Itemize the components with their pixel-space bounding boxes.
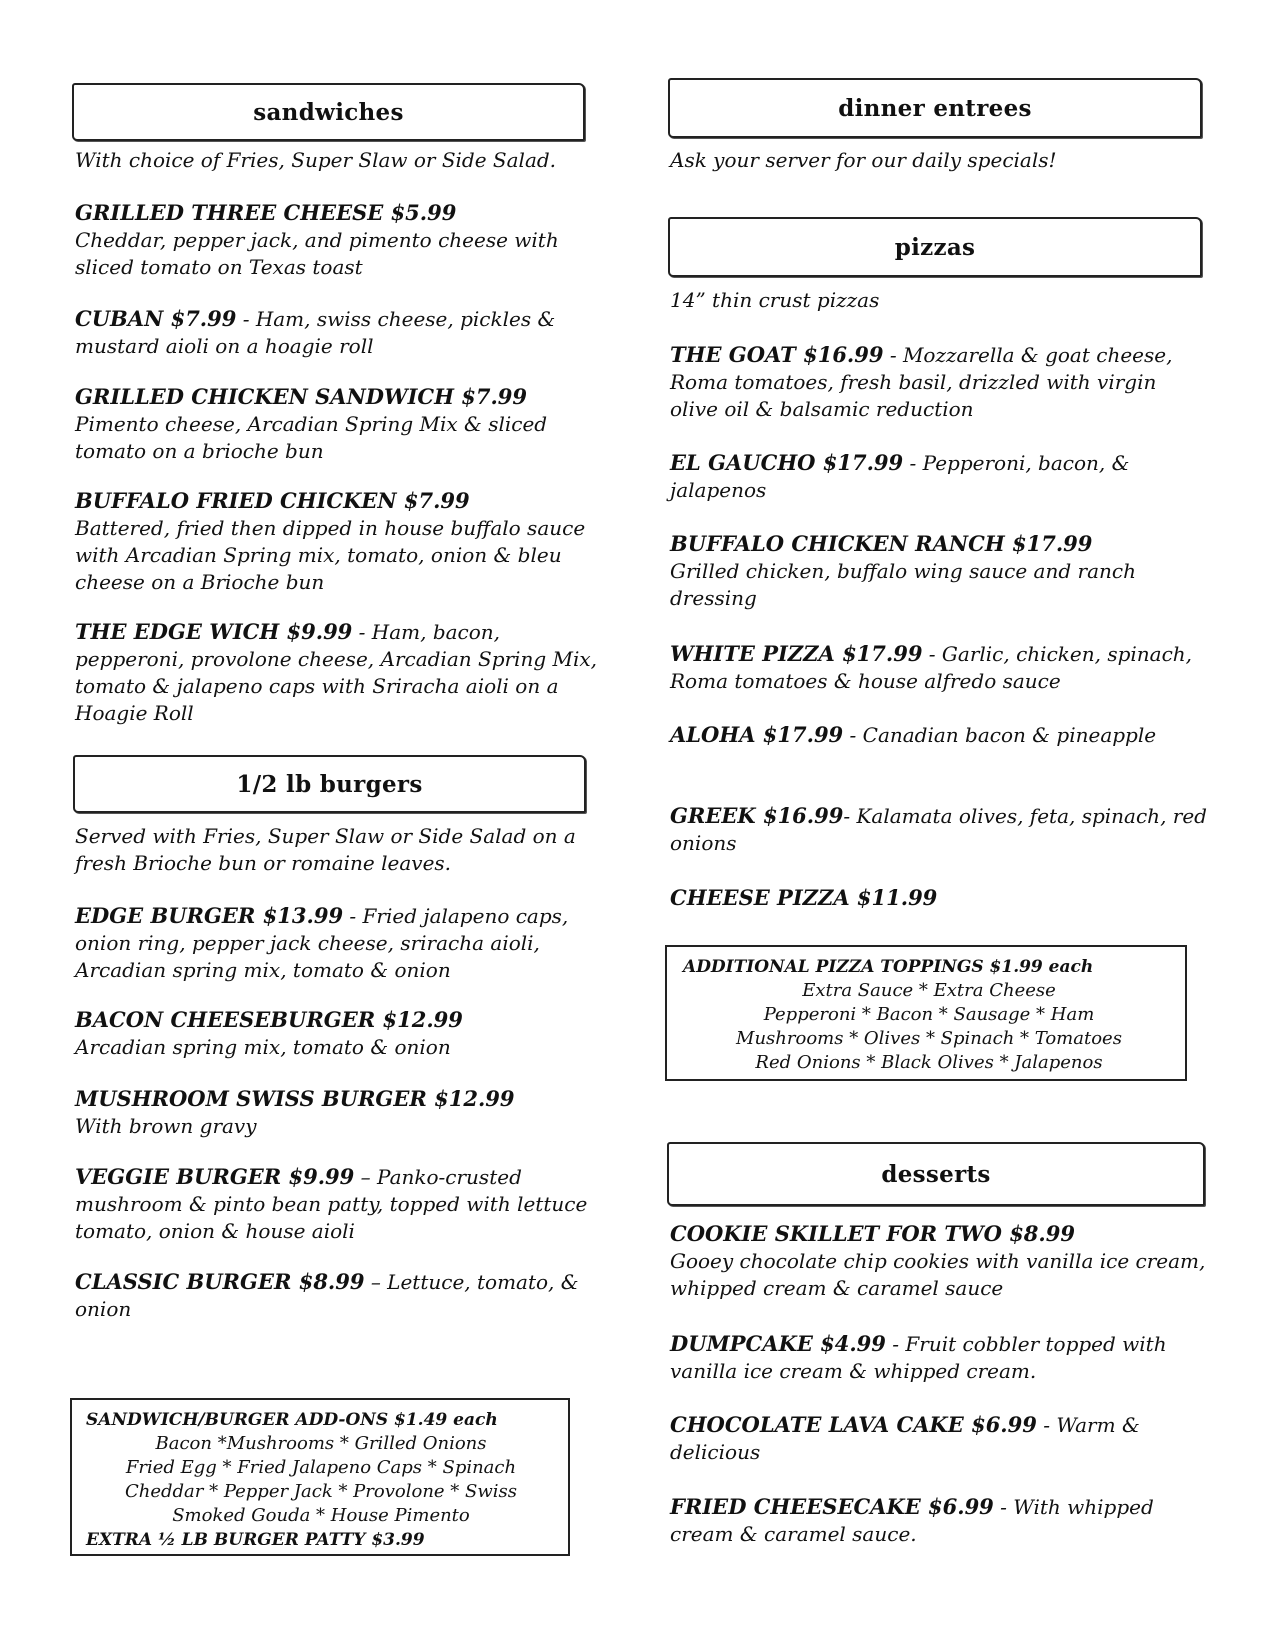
toppings-line: Pepperoni * Bacon * Sausage * Ham: [763, 1004, 1095, 1025]
addons-box: [70, 1398, 570, 1556]
item-description: Pimento cheese, Arcadian Spring Mix & sliced tomato on a brioche bun: [75, 412, 548, 463]
menu-item: [670, 721, 1210, 749]
addons-line: Fried Egg * Fried Jalapeno Caps * Spinach: [125, 1457, 517, 1478]
item-name: ALOHA $17.99: [670, 722, 844, 747]
item-description: Battered, fried then dipped in house buffalo sauce with Arcadian Spring mix, tomato, onion & bleu cheese on a Brioche bun: [75, 516, 586, 594]
item-description: - Warm & delicious: [670, 1413, 1140, 1464]
section-title: pizzas: [894, 233, 976, 261]
section-title: sandwiches: [253, 98, 404, 126]
item-name: COOKIE SKILLET FOR TWO $8.99: [670, 1221, 1075, 1246]
menu-item: [670, 802, 1210, 857]
section-note: With choice of Fries, Super Slaw or Side Salad.: [75, 148, 557, 172]
item-name: WHITE PIZZA $17.99: [670, 641, 923, 666]
section-note: 14” thin crust pizzas: [670, 288, 880, 312]
item-name: CHOCOLATE LAVA CAKE $6.99: [670, 1412, 1037, 1437]
toppings-title: ADDITIONAL PIZZA TOPPINGS $1.99 each: [683, 957, 1094, 977]
section-note: [75, 823, 595, 877]
section-header-dinner-entrees: [668, 78, 1202, 138]
menu-item: [670, 449, 1210, 504]
item-name: THE GOAT $16.99: [670, 342, 884, 367]
item-description: - Canadian bacon & pineapple: [843, 723, 1157, 747]
item-name: EL GAUCHO $17.99: [670, 450, 904, 475]
item-name: GRILLED CHICKEN SANDWICH $7.99: [75, 384, 528, 409]
section-header-desserts: [667, 1142, 1205, 1206]
item-description: - Fruit cobbler topped with vanilla ice cream & whipped cream.: [670, 1332, 1167, 1383]
item-name: EDGE BURGER $13.99: [75, 903, 344, 928]
addons-title: SANDWICH/BURGER ADD-ONS $1.49 each: [86, 1410, 498, 1430]
menu-item: [670, 640, 1210, 695]
item-description: – Lettuce, tomato, & onion: [75, 1270, 579, 1321]
item-description: Arcadian spring mix, tomato & onion: [75, 1035, 451, 1059]
menu-item: [75, 1085, 615, 1140]
section-title: desserts: [881, 1160, 991, 1188]
addons-line: Cheddar * Pepper Jack * Provolone * Swiss: [124, 1481, 517, 1502]
menu-item: [670, 1411, 1210, 1466]
item-name: DUMPCAKE $4.99: [670, 1331, 886, 1356]
item-description: - Ham, bacon, pepperoni, provolone cheese, Arcadian Spring Mix, tomato & jalapeno caps with Sriracha aioli on a Hoagie Roll: [75, 620, 598, 725]
menu-item: [75, 1006, 615, 1061]
menu-item: [670, 341, 1210, 423]
section-note-text: Served with Fries, Super Slaw or Side Salad on a fresh Brioche bun or romaine leaves.: [75, 824, 576, 875]
menu-item: [670, 530, 1210, 612]
menu-item: [670, 1493, 1210, 1548]
item-description: - Mozzarella & goat cheese, Roma tomatoes, fresh basil, drizzled with virgin olive oil & balsamic reduction: [670, 343, 1173, 421]
menu-item: [75, 618, 615, 727]
menu-item: [75, 305, 615, 360]
addons-line: Smoked Gouda * House Pimento: [172, 1505, 470, 1526]
item-description: - Ham, swiss cheese, pickles & mustard aioli on a hoagie roll: [75, 307, 556, 358]
menu-item: [75, 1268, 615, 1323]
item-description: - Fried jalapeno caps, onion ring, pepper jack cheese, sriracha aioli, Arcadian spring mix, tomato & onion: [75, 904, 569, 982]
item-description: Gooey chocolate chip cookies with vanilla ice cream, whipped cream & caramel sauce: [670, 1249, 1206, 1300]
item-description: With brown gravy: [75, 1114, 257, 1138]
addons-line: Bacon *Mushrooms * Grilled Onions: [155, 1433, 487, 1454]
toppings-line: Red Onions * Black Olives * Jalapenos: [755, 1052, 1103, 1073]
item-name: FRIED CHEESECAKE $6.99: [670, 1494, 994, 1519]
item-name: BUFFALO FRIED CHICKEN $7.99: [75, 488, 470, 513]
item-description: Cheddar, pepper jack, and pimento cheese with sliced tomato on Texas toast: [75, 228, 559, 279]
item-name: MUSHROOM SWISS BURGER $12.99: [75, 1086, 515, 1111]
section-header-burgers: [73, 755, 586, 813]
toppings-box: [665, 945, 1187, 1081]
addons-extra: EXTRA ½ LB BURGER PATTY $3.99: [86, 1530, 425, 1550]
menu-item: [670, 1220, 1210, 1302]
section-header-pizzas: [668, 217, 1202, 277]
item-description: – Panko-crusted mushroom & pinto bean patty, topped with lettuce tomato, onion & house aioli: [75, 1165, 588, 1243]
item-name: CUBAN $7.99: [75, 306, 237, 331]
section-note: Ask your server for our daily specials!: [670, 148, 1057, 172]
menu-item: [75, 1163, 615, 1245]
item-name: GRILLED THREE CHEESE $5.99: [75, 200, 457, 225]
item-description: Grilled chicken, buffalo wing sauce and ranch dressing: [670, 559, 1136, 610]
item-name: BACON CHEESEBURGER $12.99: [75, 1007, 463, 1032]
section-title: 1/2 lb burgers: [236, 770, 423, 798]
item-name: THE EDGE WICH $9.99: [75, 619, 353, 644]
item-name: VEGGIE BURGER $9.99: [75, 1164, 355, 1189]
menu-item: [670, 1330, 1210, 1385]
section-header-sandwiches: [72, 83, 585, 141]
item-name: BUFFALO CHICKEN RANCH $17.99: [670, 531, 1093, 556]
item-description: - Kalamata olives, feta, spinach, red onions: [670, 804, 1207, 855]
menu-item: [75, 902, 615, 984]
item-description: - Garlic, chicken, spinach, Roma tomatoes & house alfredo sauce: [670, 642, 1193, 693]
menu-item: [670, 884, 1210, 912]
toppings-line: Mushrooms * Olives * Spinach * Tomatoes: [736, 1028, 1122, 1049]
item-description: - With whipped cream & caramel sauce.: [670, 1495, 1154, 1546]
section-title: dinner entrees: [838, 94, 1032, 122]
item-description: - Pepperoni, bacon, & jalapenos: [670, 451, 1130, 502]
menu-item: [75, 487, 615, 596]
item-name: GREEK $16.99: [670, 803, 844, 828]
item-name: CHEESE PIZZA $11.99: [670, 885, 938, 910]
menu-item: [75, 383, 615, 465]
menu-item: [75, 199, 615, 281]
item-name: CLASSIC BURGER $8.99: [75, 1269, 365, 1294]
toppings-line: Extra Sauce * Extra Cheese: [802, 980, 1056, 1001]
